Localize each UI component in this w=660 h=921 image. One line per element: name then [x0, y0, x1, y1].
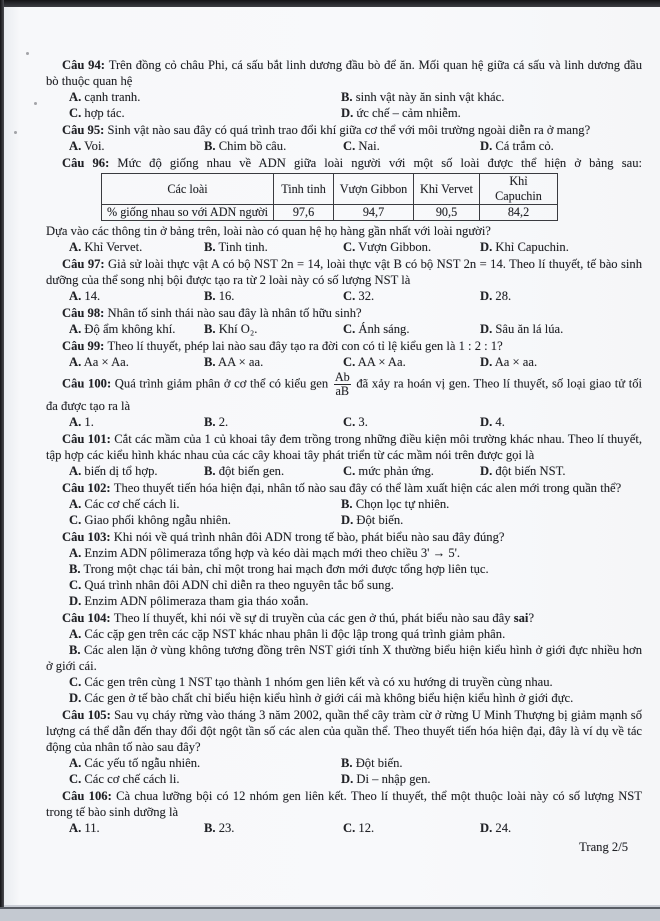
- option-letter: C.: [343, 240, 356, 254]
- option-c: C. Vượn Gibbon.: [343, 240, 432, 254]
- stem-text: sai: [513, 611, 529, 625]
- exam-content: [46, 57, 642, 855]
- table-cell: % giống nhau so với ADN người: [102, 205, 274, 221]
- option-letter: B.: [204, 355, 216, 369]
- option-a: A. Các cặp gen trên các cặp NST khác nhau phân li độc lập trong quá trình giảm phân.: [69, 627, 506, 641]
- option-c: C. Ánh sáng.: [343, 322, 410, 336]
- options-row: [69, 496, 642, 528]
- question-number: Câu 96:: [62, 156, 118, 170]
- option-a: A. Khỉ Vervet.: [69, 240, 143, 254]
- options-row: [69, 463, 642, 479]
- stem-text: Sinh vật nào sau đây có quá trình trao đổi khí giữa cơ thể với môi trường ngoài diễn ra ở mang?: [107, 123, 591, 137]
- option-letter: B.: [204, 322, 216, 336]
- option-b: B. 16.: [204, 289, 235, 303]
- options-row: [69, 755, 642, 787]
- option-b: B. Trong một chạc tái bản, chỉ một trong hai mạch đơn mới được tổng hợp liên tục.: [69, 562, 489, 576]
- option-letter: B.: [204, 289, 216, 303]
- question-number: Câu 99:: [62, 339, 108, 353]
- table-header-cell: Tinh tinh: [274, 174, 334, 205]
- scan-speck: [26, 52, 29, 55]
- option-letter: A.: [69, 240, 82, 254]
- question-stem: [46, 480, 642, 496]
- option-letter: C.: [343, 139, 356, 153]
- option-b: B. 23.: [204, 821, 235, 835]
- question-106: [46, 788, 642, 836]
- option-a: A. Enzim ADN pôlimeraza tổng hợp và kéo dài mạch mới theo chiều 3' → 5'.: [69, 546, 461, 560]
- stem-text: Cắt các mầm của 1 củ khoai tây đem trồng trong những điều kiện môi trường khác nhau. Theo lí thuyết, tập hợp các kiểu hình khác nhau của các cây khoai tây phát triển từ các mầm nói trên được gọi là: [46, 432, 643, 462]
- question-101: [46, 431, 642, 479]
- option-d: D. Di – nhập gen.: [341, 772, 431, 786]
- option-d: D. ức chế – cảm nhiễm.: [341, 106, 461, 120]
- stem-text: Trên đồng cỏ châu Phi, cá sấu bắt linh dương đầu bò để ăn. Mối quan hệ giữa cá sấu và linh dương đầu bò thuộc quan hệ: [46, 58, 642, 88]
- option-letter: A.: [69, 546, 82, 560]
- option-b: B. 2.: [204, 415, 229, 429]
- option-letter: A.: [69, 139, 82, 153]
- option-letter: D.: [480, 464, 493, 478]
- question-stem: [46, 529, 642, 545]
- option-c: C. Quá trình nhân đôi ADN chỉ diễn ra theo nguyên tắc bổ sung.: [69, 578, 394, 592]
- question-stem: [46, 256, 642, 288]
- stem-text: Mức độ giống nhau về ADN giữa loài người với một số loài được thể hiện ở bảng sau:: [117, 156, 642, 170]
- option-letter: C.: [343, 322, 356, 336]
- table-data-row: [102, 205, 558, 221]
- option-a: A. 1.: [69, 415, 94, 429]
- option-c: C. Giao phối không ngẫu nhiên.: [69, 513, 231, 527]
- question-stem: [46, 371, 642, 414]
- option-letter: D.: [341, 513, 354, 527]
- option-letter: C.: [69, 578, 82, 592]
- table-header-row: [102, 174, 558, 205]
- stem-text: ?: [528, 611, 535, 625]
- page-number: Trang 2/5: [579, 840, 628, 854]
- option-c: C. 3.: [343, 415, 368, 429]
- question-number: Câu 105:: [62, 708, 115, 722]
- question-stem: [46, 122, 642, 138]
- question-number: Câu 97:: [62, 257, 109, 271]
- option-a: A. Các cơ chế cách li.: [69, 497, 180, 511]
- question-97: [46, 256, 642, 304]
- question-100: [46, 371, 642, 430]
- question-list: [46, 57, 642, 836]
- scan-speck: [34, 102, 37, 105]
- option-d: D. Aa × aa.: [480, 355, 538, 369]
- options-row: [69, 138, 642, 154]
- option-b: B. Tinh tinh.: [204, 240, 268, 254]
- option-a: A. 14.: [69, 289, 101, 303]
- question-stem: [46, 57, 642, 89]
- question-stem: [46, 610, 642, 626]
- question-number: Câu 98:: [62, 306, 108, 320]
- option-a: A. Voi.: [69, 139, 105, 153]
- table-header-cell: Khỉ Capuchin: [480, 174, 558, 205]
- scan-edge-top: [0, 0, 660, 7]
- option-letter: B.: [204, 240, 216, 254]
- question-99: [46, 338, 642, 370]
- question-number: Câu 103:: [62, 530, 114, 544]
- option-d: D. 28.: [480, 289, 512, 303]
- question-104: [46, 610, 642, 706]
- options-row: [46, 545, 642, 609]
- option-letter: B.: [204, 464, 216, 478]
- option-d: D. Cá trắm cỏ.: [480, 139, 554, 153]
- question-stem: [46, 788, 642, 820]
- table-header-cell: Khỉ Vervet: [414, 174, 480, 205]
- option-letter: C.: [343, 415, 356, 429]
- stem-text: Theo lí thuyết, khi nói về sự di truyền của các gen ở thú, phát biểu nào sau đây: [113, 611, 514, 625]
- option-letter: D.: [480, 821, 493, 835]
- option-letter: C.: [69, 106, 82, 120]
- question-98: [46, 305, 642, 337]
- option-d: D. 4.: [480, 415, 505, 429]
- table-cell: 94,7: [334, 205, 414, 221]
- table-header-cell: Các loài: [102, 174, 274, 205]
- option-letter: A.: [69, 756, 82, 770]
- option-c: C. 32.: [343, 289, 375, 303]
- option-letter: D.: [480, 322, 493, 336]
- options-row: [69, 288, 642, 304]
- option-letter: D.: [480, 139, 493, 153]
- option-c: C. 12.: [343, 821, 375, 835]
- options-row: [69, 239, 642, 255]
- stem-text: Giả sử loài thực vật A có bộ NST 2n = 14, loài thực vật B có bộ NST 2n = 14. Theo lí thuyết, tế bào sinh dưỡng của thể song nhị bội được tạo ra từ 2 loài này có số lượng NST là: [46, 257, 642, 287]
- question-number: Câu 102:: [62, 481, 114, 495]
- option-b: B. Khí O₂.: [204, 322, 258, 336]
- question-number: Câu 104:: [62, 611, 114, 625]
- option-letter: C.: [343, 355, 356, 369]
- question-stem: [46, 305, 642, 321]
- question-96: [46, 155, 642, 255]
- option-letter: A.: [69, 355, 82, 369]
- option-letter: A.: [69, 289, 82, 303]
- option-b: B. đột biến gen.: [204, 464, 285, 478]
- options-row: [69, 354, 642, 370]
- option-letter: B.: [69, 643, 81, 657]
- option-b: B. AA × aa.: [204, 355, 264, 369]
- question-105: [46, 707, 642, 787]
- stem-text: Theo thuyết tiến hóa hiện đại, nhân tố nào sau đây có thể làm xuất hiện các alen mới trong quần thể?: [113, 481, 622, 495]
- question-stem: [46, 338, 642, 354]
- option-c: C. mức phản ứng.: [343, 464, 434, 478]
- option-d: D. Sâu ăn lá lúa.: [480, 322, 564, 336]
- option-b: B. sinh vật này ăn sinh vật khác.: [341, 90, 505, 104]
- scan-edge-left: [0, 0, 4, 907]
- option-c: C. Các cơ chế cách li.: [69, 772, 180, 786]
- scan-speck: [14, 131, 17, 134]
- option-letter: D.: [480, 240, 493, 254]
- option-c: C. Nai.: [343, 139, 380, 153]
- options-row: [69, 820, 642, 836]
- stem-text: Sau vụ cháy rừng vào tháng 3 năm 2002, quần thể cây tràm cừ ở rừng U Minh Thượng bị giảm mạnh số lượng cá thể dẫn đến thay đổi đột ngột tần số các alen của quần thể. Theo thuyết tiến hóa hiện đại, đây là ví dụ về tác động của nhân tố nào sau đây?: [46, 708, 642, 754]
- option-a: A. Độ ẩm không khí.: [69, 322, 176, 336]
- scan-edge-bottom: [0, 907, 660, 921]
- option-d: D. 24.: [480, 821, 512, 835]
- option-letter: B.: [341, 497, 353, 511]
- stem-text: Khi nói về quá trình nhân đôi ADN trong tế bào, phát biểu nào sau đây đúng?: [113, 530, 505, 544]
- option-letter: D.: [480, 289, 493, 303]
- adn-similarity-table: [101, 173, 558, 221]
- option-b: B. Các alen lặn ở vùng không tương đồng trên NST giới tính X thường biểu hiện kiểu hình ở giới đực nhiều hơn ở giới cái.: [46, 643, 642, 673]
- option-a: A. Các yếu tố ngẫu nhiên.: [69, 756, 201, 770]
- options-row: [69, 414, 642, 430]
- option-letter: B.: [204, 139, 216, 153]
- question-103: [46, 529, 642, 609]
- option-d: D. Đột biến.: [341, 513, 404, 527]
- option-letter: A.: [69, 90, 82, 104]
- option-a: A. biến dị tổ hợp.: [69, 464, 158, 478]
- option-letter: C.: [343, 821, 356, 835]
- option-letter: A.: [69, 497, 82, 511]
- stem-text: Nhân tố sinh thái nào sau đây là nhân tố hữu sinh?: [107, 306, 362, 320]
- exam-page: [4, 7, 660, 905]
- stem-text: Theo lí thuyết, phép lai nào sau đây tạo ra đời con có tỉ lệ kiểu gen là 1 : 2 : 1?: [107, 339, 503, 353]
- question-102: [46, 480, 642, 528]
- option-letter: B.: [204, 821, 216, 835]
- options-row: [69, 89, 642, 121]
- question-followup: Dựa vào các thông tin ở bảng trên, loài nào có quan hệ họ hàng gần nhất với loài người?: [46, 224, 491, 238]
- option-letter: D.: [69, 594, 82, 608]
- option-c: C. Các gen trên cùng 1 NST tạo thành 1 nhóm gen liên kết và có xu hướng di truyền cùng nhau.: [69, 675, 553, 689]
- option-c: C. AA × Aa.: [343, 355, 406, 369]
- option-letter: C.: [69, 513, 82, 527]
- stem-text: Quá trình giảm phân ở cơ thể có kiểu gen: [114, 376, 332, 391]
- question-number: Câu 95:: [62, 123, 108, 137]
- option-b: B. Chọn lọc tự nhiên.: [341, 497, 450, 511]
- option-letter: B.: [204, 415, 216, 429]
- option-a: A. Aa × Aa.: [69, 355, 129, 369]
- question-94: [46, 57, 642, 121]
- option-d: D. Khỉ Capuchin.: [480, 240, 569, 254]
- stem-text: đã xảy ra hoán vị gen. Theo lí thuyết, số loại giao tử tối đa được tạo ra là: [46, 376, 642, 413]
- option-d: D. đột biến NST.: [480, 464, 566, 478]
- option-letter: A.: [69, 322, 82, 336]
- option-letter: C.: [343, 464, 356, 478]
- question-stem: [46, 431, 642, 463]
- option-a: A. 11.: [69, 821, 100, 835]
- option-letter: D.: [69, 691, 82, 705]
- question-stem: [46, 707, 642, 755]
- option-a: A. cạnh tranh.: [69, 90, 141, 104]
- option-letter: D.: [480, 355, 493, 369]
- option-letter: A.: [69, 464, 82, 478]
- fraction-denominator: aB: [335, 384, 350, 398]
- option-d: D. Các gen ở tế bào chất chỉ biểu hiện kiểu hình ở giới cái mà không biểu hiện kiểu hình ở giới đực.: [69, 691, 574, 705]
- table-cell: 90,5: [414, 205, 480, 221]
- option-letter: D.: [480, 415, 493, 429]
- options-row: [69, 321, 642, 337]
- option-b: B. Đột biến.: [341, 756, 403, 770]
- options-row: [46, 626, 642, 706]
- option-d: D. Enzim ADN pôlimeraza tham gia tháo xoắn.: [69, 594, 309, 608]
- option-letter: A.: [69, 627, 82, 641]
- option-letter: C.: [343, 289, 356, 303]
- option-letter: A.: [69, 821, 82, 835]
- question-number: Câu 106:: [62, 789, 117, 803]
- option-b: B. Chim bồ câu.: [204, 139, 287, 153]
- option-letter: D.: [341, 106, 354, 120]
- option-letter: A.: [69, 415, 82, 429]
- question-number: Câu 101:: [62, 432, 115, 446]
- option-letter: B.: [341, 90, 353, 104]
- question-95: [46, 122, 642, 154]
- genotype-fraction: [332, 371, 353, 398]
- question-number: Câu 94:: [62, 58, 109, 72]
- table-cell: 97,6: [274, 205, 334, 221]
- option-c: C. hợp tác.: [69, 106, 125, 120]
- option-letter: C.: [69, 772, 82, 786]
- table-header-cell: Vượn Gibbon: [334, 174, 414, 205]
- option-letter: B.: [341, 756, 353, 770]
- table-cell: 84,2: [480, 205, 558, 221]
- option-letter: D.: [341, 772, 354, 786]
- stem-text: Cà chua lưỡng bội có 12 nhóm gen liên kết. Theo lí thuyết, thể một thuộc loài này có số lượng NST trong tế bào sinh dưỡng là: [46, 789, 643, 819]
- question-stem: [46, 155, 642, 171]
- question-number: Câu 100:: [62, 376, 115, 391]
- option-letter: C.: [69, 675, 82, 689]
- option-letter: B.: [69, 562, 81, 576]
- fraction-numerator: Ab: [334, 370, 350, 384]
